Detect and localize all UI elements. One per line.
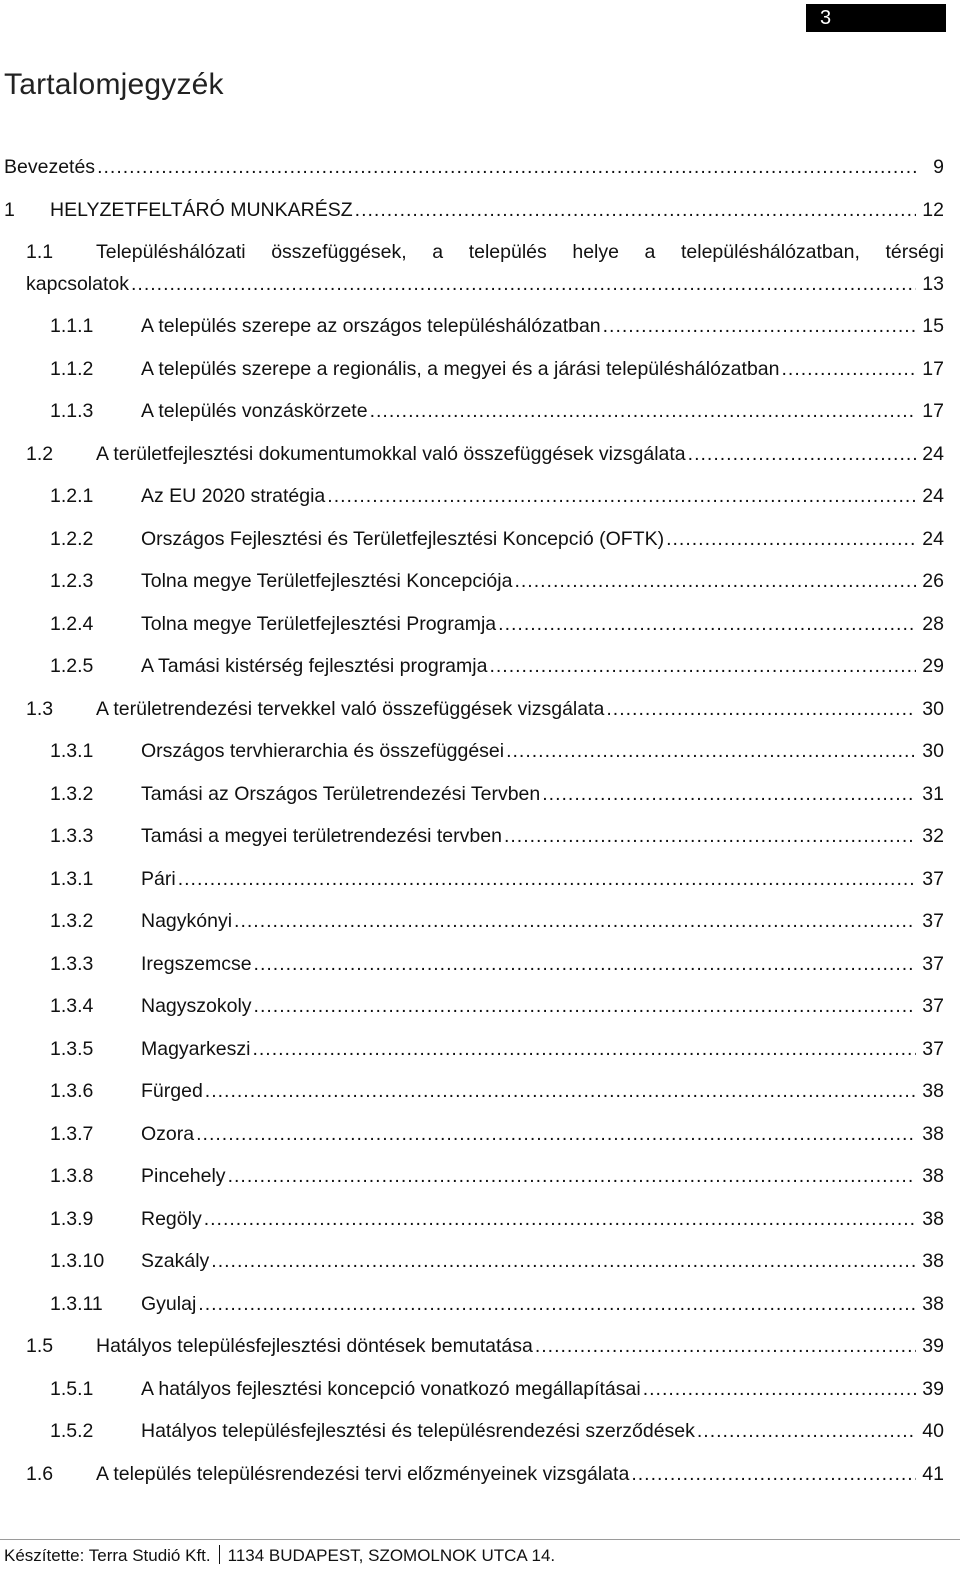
toc-entry-number: 1.2.4 xyxy=(50,613,94,635)
toc-entry[interactable] xyxy=(0,949,960,979)
toc-entry-page: 24 xyxy=(922,485,944,507)
toc-entry-text: A területfejlesztési dokumentumokkal való összefüggések vizsgálata xyxy=(96,443,686,465)
toc-entry-title xyxy=(26,269,916,299)
toc-entry-leader-dots xyxy=(631,1459,916,1489)
toc-entry-page: 24 xyxy=(922,443,944,465)
toc-entry-number: 1.5.2 xyxy=(50,1420,94,1442)
toc-entry-title xyxy=(141,1076,916,1106)
toc-entry-page: 40 xyxy=(922,1420,944,1442)
toc-entry[interactable] xyxy=(0,354,960,384)
toc-entry[interactable] xyxy=(0,566,960,596)
toc-entry[interactable] xyxy=(0,439,960,469)
toc-entry-text: Bevezetés xyxy=(4,156,96,178)
toc-entry-text: Hatályos településfejlesztési döntések bemutatása xyxy=(96,1335,533,1357)
toc-entry-title xyxy=(96,1331,916,1361)
toc-entry-title xyxy=(141,1161,916,1191)
toc-entry[interactable] xyxy=(0,991,960,1021)
toc-entry-page: 30 xyxy=(922,740,944,762)
toc-entry[interactable] xyxy=(0,1034,960,1064)
toc-entry-title xyxy=(96,694,916,724)
toc-entry-leader-dots xyxy=(196,1119,916,1149)
toc-entry-title xyxy=(141,1289,916,1319)
toc-entry-text: Szakály xyxy=(141,1250,210,1272)
toc-entry-title xyxy=(141,949,916,979)
toc-entry[interactable] xyxy=(0,1161,960,1191)
toc-entry-text: Tolna megye Területfejlesztési Koncepciója xyxy=(141,570,513,592)
toc-entry-text: Hatályos településfejlesztési és településrendezési szerződések xyxy=(141,1420,695,1442)
toc-entry-leader-dots xyxy=(355,195,916,225)
toc-entry-leader-dots xyxy=(498,609,916,639)
toc-entry[interactable] xyxy=(0,1331,960,1361)
toc-entry-page: 41 xyxy=(922,1463,944,1485)
toc-entry-leader-dots xyxy=(234,906,916,936)
toc-entry-page: 37 xyxy=(922,868,944,890)
toc-entry-number: 1.3.4 xyxy=(50,995,94,1017)
toc-entry-number: 1.2.2 xyxy=(50,528,94,550)
toc-entry-text: Tolna megye Területfejlesztési Programja xyxy=(141,613,497,635)
toc-entry-text: Pincehely xyxy=(141,1165,226,1187)
toc-entry-leader-dots xyxy=(506,736,916,766)
toc-entry-page: 32 xyxy=(922,825,944,847)
toc-entry-text: A hatályos fejlesztési koncepció vonatkozó megállapításai xyxy=(141,1378,641,1400)
toc-entry-title xyxy=(141,1034,916,1064)
toc-entry-page: 37 xyxy=(922,910,944,932)
toc-entry-number: 1.3 xyxy=(26,698,54,720)
toc-entry-title xyxy=(96,1459,916,1489)
toc-entry-page: 9 xyxy=(933,156,944,178)
toc-entry[interactable] xyxy=(0,237,960,267)
toc-entry-text: kapcsolatok xyxy=(26,273,129,295)
toc-entry-number: 1.3.9 xyxy=(50,1208,94,1230)
toc-entry-number: 1.5 xyxy=(26,1335,54,1357)
toc-entry-title xyxy=(141,311,916,341)
toc-entry[interactable] xyxy=(0,1076,960,1106)
toc-entry[interactable] xyxy=(0,736,960,766)
toc-entry-page: 39 xyxy=(922,1378,944,1400)
toc-entry-number: 1.5.1 xyxy=(50,1378,94,1400)
toc-entry-leader-dots xyxy=(131,269,916,299)
toc-entry-title xyxy=(141,1374,916,1404)
toc-entry-title xyxy=(141,651,916,681)
toc-entry-leader-dots xyxy=(228,1161,916,1191)
toc-entry-page: 37 xyxy=(922,953,944,975)
toc-entry-leader-dots xyxy=(327,481,916,511)
toc-entry-title xyxy=(4,152,916,182)
toc-entry-text: Fürged xyxy=(141,1080,203,1102)
toc-entry-title xyxy=(141,524,916,554)
footer-divider xyxy=(0,1539,960,1540)
toc-entry-leader-dots xyxy=(254,991,916,1021)
toc-entry-title xyxy=(141,1119,916,1149)
toc-entry-title xyxy=(141,354,916,384)
toc-entry-leader-dots xyxy=(178,864,916,894)
toc-entry-number: 1.3.10 xyxy=(50,1250,105,1272)
footer xyxy=(4,1543,555,1569)
toc-entry-number: 1.3.1 xyxy=(50,868,94,890)
toc-entry-page: 17 xyxy=(922,400,944,422)
toc-entry-leader-dots xyxy=(666,524,916,554)
toc-entry-continuation[interactable] xyxy=(0,269,960,299)
toc-entry[interactable] xyxy=(0,311,960,341)
toc-entry-text: Nagyszokoly xyxy=(141,995,252,1017)
toc-entry-leader-dots xyxy=(211,1246,916,1276)
toc-entry-number: 1.3.3 xyxy=(50,825,94,847)
toc-entry-text: Ozora xyxy=(141,1123,195,1145)
toc-entry-number: 1.3.2 xyxy=(50,910,94,932)
toc-entry-leader-dots xyxy=(198,1289,916,1319)
toc-entry[interactable] xyxy=(0,1374,960,1404)
toc-entry-text: Országos Fejlesztési és Területfejlesztési Koncepció (OFTK) xyxy=(141,528,665,550)
toc-entry[interactable] xyxy=(0,1246,960,1276)
toc-entry-number: 1.1.3 xyxy=(50,400,94,422)
toc-entry-text: A Tamási kistérség fejlesztési programja xyxy=(141,655,488,677)
toc-entry-leader-dots xyxy=(603,311,916,341)
toc-entry-page: 37 xyxy=(922,995,944,1017)
toc-entry-page: 26 xyxy=(922,570,944,592)
toc-entry-title xyxy=(141,736,916,766)
toc-entry-text: Gyulaj xyxy=(141,1293,197,1315)
toc-entry-leader-dots xyxy=(205,1076,916,1106)
toc-entry-number: 1.2.3 xyxy=(50,570,94,592)
toc-entry-number: 1.2.1 xyxy=(50,485,94,507)
toc-entry-number: 1.1.1 xyxy=(50,315,94,337)
page-title: Tartalomjegyzék xyxy=(4,68,224,101)
toc-entry-leader-dots xyxy=(252,1034,916,1064)
toc-entry[interactable] xyxy=(0,1459,960,1489)
toc-entry-leader-dots xyxy=(606,694,916,724)
toc-entry-text: Regöly xyxy=(141,1208,202,1230)
toc-entry-page: 30 xyxy=(922,698,944,720)
toc-entry-title xyxy=(141,779,916,809)
toc-entry-number: 1.3.1 xyxy=(50,740,94,762)
footer-author: Készítette: Terra Studió Kft. xyxy=(4,1546,211,1565)
toc-entry-page: 38 xyxy=(922,1293,944,1315)
toc-entry-number: 1.1 xyxy=(26,241,54,263)
toc-entry-number: 1.3.5 xyxy=(50,1038,94,1060)
toc-entry-leader-dots xyxy=(781,354,916,384)
toc-entry-text: Az EU 2020 stratégia xyxy=(141,485,326,507)
toc-entry-number: 1.3.8 xyxy=(50,1165,94,1187)
toc-entry-title xyxy=(141,864,916,894)
toc-entry-number: 1.1.2 xyxy=(50,358,94,380)
toc-entry[interactable] xyxy=(0,906,960,936)
toc-entry-page: 37 xyxy=(922,1038,944,1060)
toc-entry-page: 17 xyxy=(922,358,944,380)
toc-entry-page: 38 xyxy=(922,1165,944,1187)
toc-entry[interactable] xyxy=(0,1119,960,1149)
toc-entry-page: 24 xyxy=(922,528,944,550)
toc-entry-page: 12 xyxy=(922,199,944,221)
toc-entry-leader-dots xyxy=(688,439,916,469)
toc-entry-leader-dots xyxy=(643,1374,916,1404)
toc-entry-title xyxy=(141,566,916,596)
toc-entry-text: A területrendezési tervekkel való összefüggések vizsgálata xyxy=(96,698,605,720)
toc-entry-page: 13 xyxy=(922,273,944,295)
toc-entry-leader-dots xyxy=(514,566,916,596)
toc-entry-page: 15 xyxy=(922,315,944,337)
toc-entry[interactable] xyxy=(0,152,960,182)
toc-entry-page: 28 xyxy=(922,613,944,635)
toc-entry-page: 39 xyxy=(922,1335,944,1357)
toc-entry-title xyxy=(141,609,916,639)
page-number-badge: 3 xyxy=(806,4,946,32)
toc-entry[interactable] xyxy=(0,1204,960,1234)
toc-entry-number: 1.2.5 xyxy=(50,655,94,677)
toc-entry-text: Pári xyxy=(141,868,176,890)
toc-entry-leader-dots xyxy=(489,651,916,681)
toc-entry-title xyxy=(50,195,916,225)
toc-entry-page: 38 xyxy=(922,1080,944,1102)
toc-entry-title xyxy=(141,1416,916,1446)
toc-entry-leader-dots xyxy=(504,821,916,851)
toc-entry-leader-dots xyxy=(370,396,916,426)
footer-address: 1134 BUDAPEST, SZOMOLNOK UTCA 14. xyxy=(227,1546,556,1565)
toc-entry-leader-dots xyxy=(697,1416,916,1446)
toc-entry[interactable] xyxy=(0,1289,960,1319)
toc-entry[interactable] xyxy=(0,481,960,511)
toc-entry[interactable] xyxy=(0,864,960,894)
toc-entry-page: 38 xyxy=(922,1208,944,1230)
toc-entry-leader-dots xyxy=(542,779,916,809)
toc-entry-page: 38 xyxy=(922,1250,944,1272)
toc-entry-text: HELYZETFELTÁRÓ MUNKARÉSZ xyxy=(50,199,353,221)
toc-entry-number: 1 xyxy=(4,199,15,221)
toc-entry[interactable] xyxy=(0,651,960,681)
toc-entry-text: Országos tervhierarchia és összefüggései xyxy=(141,740,505,762)
toc-entry-text: A település településrendezési tervi előzményeinek vizsgálata xyxy=(96,1463,630,1485)
toc-entry-leader-dots xyxy=(97,152,916,182)
toc-entry-leader-dots xyxy=(254,949,916,979)
toc-entry-number: 1.3.11 xyxy=(50,1293,103,1315)
toc-entry-title xyxy=(141,1204,916,1234)
toc-entry-number: 1.3.2 xyxy=(50,783,94,805)
toc-entry-title xyxy=(141,821,916,851)
toc-entry-title xyxy=(96,237,944,267)
toc-entry-page: 29 xyxy=(922,655,944,677)
toc-entry[interactable] xyxy=(0,821,960,851)
toc-entry-text: Tamási az Országos Területrendezési Tervben xyxy=(141,783,541,805)
toc-entry-number: 1.2 xyxy=(26,443,54,465)
toc-entry[interactable] xyxy=(0,694,960,724)
toc-entry-text: Magyarkeszi xyxy=(141,1038,251,1060)
footer-separator xyxy=(219,1545,220,1564)
toc-entry-title xyxy=(141,991,916,1021)
toc-entry-text: A település szerepe az országos településhálózatban xyxy=(141,315,601,337)
toc-entry-text: A település vonzáskörzete xyxy=(141,400,368,422)
toc-entry-number: 1.3.7 xyxy=(50,1123,94,1145)
toc-entry-text: Tamási a megyei területrendezési tervben xyxy=(141,825,502,847)
toc-entry-leader-dots xyxy=(204,1204,916,1234)
toc-entry[interactable] xyxy=(0,396,960,426)
toc-entry-title xyxy=(96,439,916,469)
toc-entry[interactable] xyxy=(0,1416,960,1446)
toc-entry[interactable] xyxy=(0,609,960,639)
toc-entry-title xyxy=(141,481,916,511)
toc-entry-leader-dots xyxy=(535,1331,916,1361)
toc-entry-title xyxy=(141,906,916,936)
toc-entry-number: 1.3.6 xyxy=(50,1080,94,1102)
toc-entry-number: 1.6 xyxy=(26,1463,54,1485)
toc-entry-text: Településhálózati összefüggések, a település helye a településhálózatban, térségi xyxy=(96,241,944,263)
toc-entry-number: 1.3.3 xyxy=(50,953,94,975)
toc-entry-page: 31 xyxy=(922,783,944,805)
toc-entry[interactable] xyxy=(0,779,960,809)
toc-entry-title xyxy=(141,396,916,426)
toc-entry-text: Iregszemcse xyxy=(141,953,252,975)
toc-entry-text: A település szerepe a regionális, a megyei és a járási településhálózatban xyxy=(141,358,780,380)
toc-entry[interactable] xyxy=(0,195,960,225)
toc-entry[interactable] xyxy=(0,524,960,554)
toc-entry-text: Nagykónyi xyxy=(141,910,233,932)
toc-entry-title xyxy=(141,1246,916,1276)
toc-entry-page: 38 xyxy=(922,1123,944,1145)
